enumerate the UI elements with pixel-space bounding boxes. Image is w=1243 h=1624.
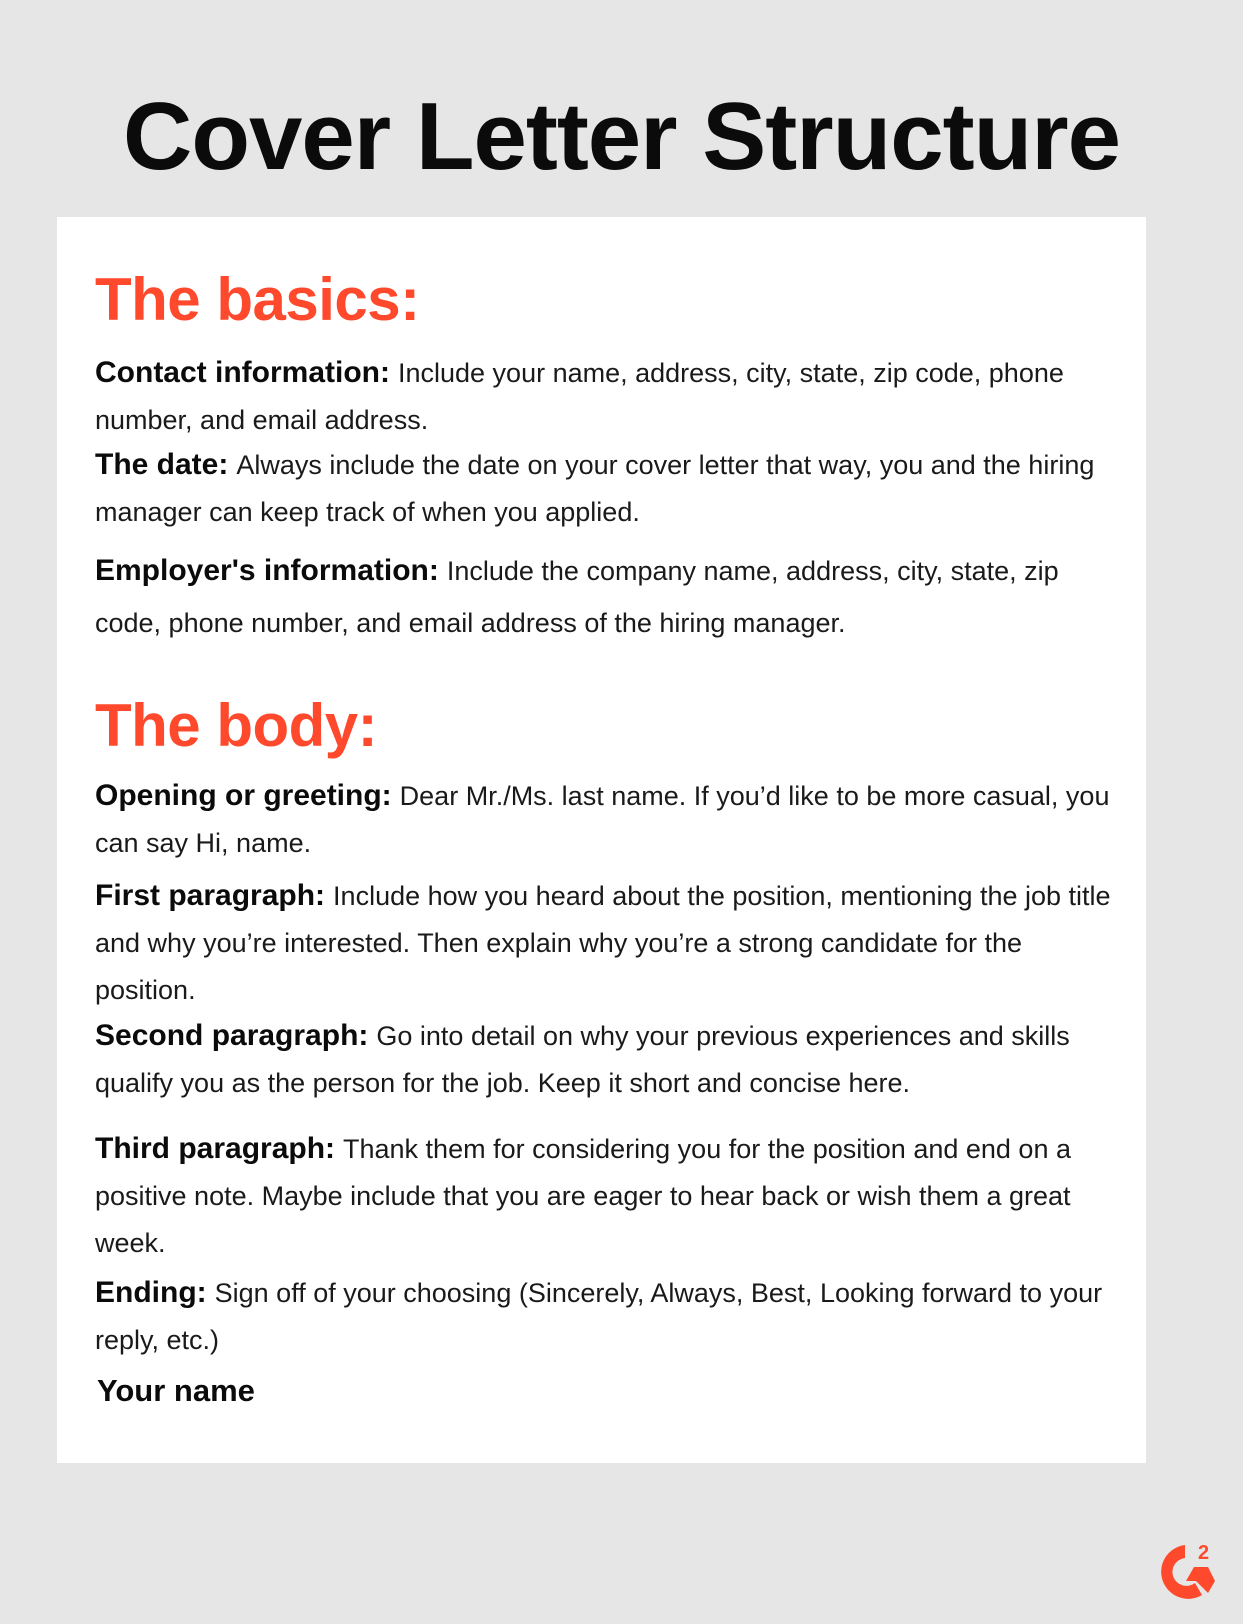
item-text: Go into detail on why your previous experiences and skills qualify you as the person for the job. Keep it short and concise here. (95, 1021, 1070, 1098)
item-label: Second paragraph: (95, 1019, 369, 1052)
item-text: Dear Mr./Ms. last name. If you’d like to be more casual, you can say Hi, name. (95, 781, 1110, 858)
page-title: Cover Letter Structure (123, 83, 1120, 190)
item-text: Include how you heard about the position, mentioning the job title and why you’re interested. Then explain why you’re a strong candidate for the position. (95, 881, 1111, 1005)
body-heading: The body: (95, 692, 378, 759)
list-item (95, 1125, 1120, 1267)
item-text: Always include the date on your cover letter that way, you and the hiring manager can keep track of when you applied. (95, 450, 1095, 527)
list-item (95, 349, 1120, 444)
item-label: First paragraph: (95, 879, 326, 912)
list-item (95, 441, 1120, 536)
item-label: The date: (95, 448, 229, 481)
item-text: Thank them for considering you for the position and end on a positive note. Maybe include that you are eager to hear back or wish them a great week. (95, 1134, 1071, 1258)
svg-text:2: 2 (1198, 1542, 1210, 1564)
item-text: Sign off of your choosing (Sincerely, Always, Best, Looking forward to your reply, etc.) (95, 1278, 1103, 1355)
list-item (95, 872, 1120, 1014)
list-item (95, 1012, 1120, 1107)
item-label: Contact information: (95, 356, 390, 389)
item-label: Employer's information: (95, 554, 439, 587)
item-label: Ending: (95, 1276, 207, 1309)
g2-logo-icon (1150, 1537, 1220, 1607)
content-card (57, 217, 1146, 1463)
list-item (95, 1269, 1120, 1364)
list-item (95, 772, 1120, 867)
item-text: Include your name, address, city, state, zip code, phone number, and email address. (95, 358, 1064, 435)
item-label: Opening or greeting: (95, 779, 392, 812)
item-label: Third paragraph: (95, 1132, 336, 1165)
basics-heading: The basics: (95, 266, 420, 333)
item-text: Include the company name, address, city, state, zip code, phone number, and email address of the hiring manager. (95, 556, 1059, 638)
signature: Your name (97, 1373, 255, 1408)
list-item (95, 545, 1120, 649)
